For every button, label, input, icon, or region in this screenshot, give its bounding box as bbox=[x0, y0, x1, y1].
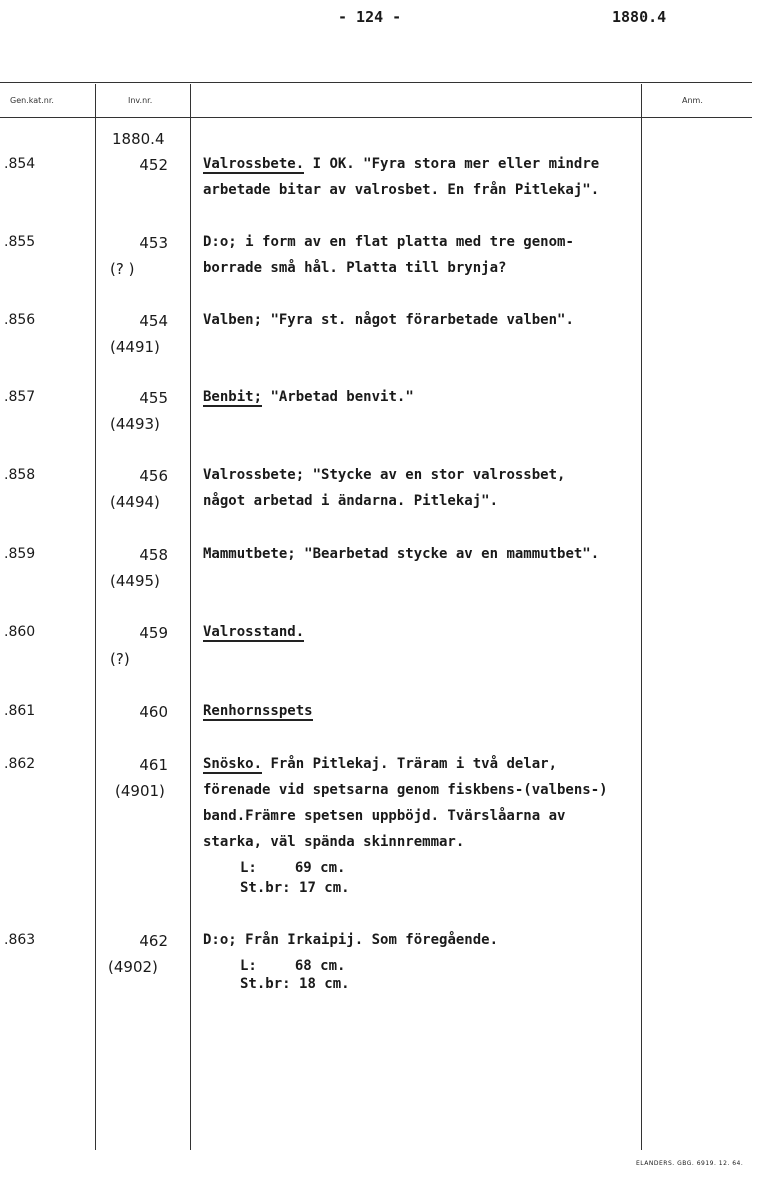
inv-number: 459 bbox=[139, 624, 168, 642]
header-bottom-rule bbox=[0, 117, 752, 118]
inv-number: 452 bbox=[139, 156, 168, 174]
entry-title: Valrossbete. bbox=[203, 156, 305, 172]
gen-number: .863 bbox=[4, 932, 36, 948]
entry-line bbox=[203, 624, 304, 640]
measurement-width bbox=[240, 880, 350, 896]
inv-sub-number: (4495) bbox=[110, 572, 160, 590]
entry-line bbox=[203, 756, 557, 772]
entry-line: något arbetad i ändarna. Pitlekaj". bbox=[203, 493, 499, 509]
entry-line bbox=[203, 932, 498, 948]
gen-number: .857 bbox=[4, 389, 36, 405]
entry-line bbox=[203, 234, 574, 250]
entry-line bbox=[203, 156, 599, 172]
measure-key: St.br: bbox=[240, 976, 291, 992]
gen-number: .861 bbox=[4, 703, 36, 719]
entry-line bbox=[203, 703, 313, 719]
inv-number: 456 bbox=[139, 467, 168, 485]
measure-key: L: bbox=[240, 958, 257, 974]
entry-text: "Fyra st. något förarbetade valben". bbox=[270, 312, 574, 328]
year-label: 1880.4 bbox=[112, 130, 165, 148]
inv-number: 455 bbox=[139, 389, 168, 407]
inv-sub-number: (4491) bbox=[110, 338, 160, 356]
entry-line: borrade små hål. Platta till brynja? bbox=[203, 260, 507, 276]
inv-number: 458 bbox=[139, 546, 168, 564]
entry-text: "Bearbetad stycke av en mammutbet". bbox=[304, 546, 600, 562]
measure-value: 69 cm. bbox=[294, 860, 346, 876]
entry-title: Renhornsspets bbox=[203, 703, 313, 719]
entry-line: band.Främre spetsen uppböjd. Tvärslåarna av bbox=[203, 808, 566, 824]
entry-line bbox=[203, 467, 565, 483]
measure-value: 18 cm. bbox=[299, 976, 350, 992]
entry-title: D:o; bbox=[203, 234, 237, 250]
printer-imprint: ELANDERS. GBG. 6919. 12. 64. bbox=[636, 1160, 744, 1167]
entry-line: förenade vid spetsarna genom fiskbens-(valbens-) bbox=[203, 782, 608, 798]
column-header-gen: Gen.kat.nr. bbox=[10, 96, 54, 105]
inv-sub-number: (4494) bbox=[110, 493, 160, 511]
entry-line: arbetade bitar av valrosbet. En från Pitlekaj". bbox=[203, 182, 600, 198]
measure-value: 68 cm. bbox=[294, 958, 346, 974]
gen-number: .856 bbox=[4, 312, 36, 328]
year-reference: 1880.4 bbox=[612, 8, 667, 26]
entry-title: Valrossbete; bbox=[203, 467, 305, 483]
inv-number: 460 bbox=[139, 703, 168, 721]
gen-number: .854 bbox=[4, 156, 36, 172]
entry-text: Från Pitlekaj. Träram i två delar, bbox=[270, 756, 558, 772]
gen-number: .862 bbox=[4, 756, 36, 772]
gen-number: .859 bbox=[4, 546, 36, 562]
entry-title: Benbit; bbox=[203, 389, 263, 405]
gen-number: .855 bbox=[4, 234, 36, 250]
entry-line bbox=[203, 312, 574, 328]
entry-text: "Stycke av en stor valrossbet, bbox=[312, 467, 566, 483]
inv-number: 461 bbox=[139, 756, 168, 774]
inv-sub-number: (4901) bbox=[115, 782, 165, 800]
inv-sub-number: (4902) bbox=[108, 958, 158, 976]
gen-number: .860 bbox=[4, 624, 36, 640]
measure-key: L: bbox=[240, 860, 257, 876]
table-top-rule bbox=[0, 82, 752, 83]
entry-title: D:o; bbox=[203, 932, 237, 948]
entry-line bbox=[203, 546, 599, 562]
entry-text: "Arbetad benvit." bbox=[270, 389, 414, 405]
entry-title: Valben; bbox=[203, 312, 263, 328]
measurement-length bbox=[240, 958, 345, 974]
measure-value: 17 cm. bbox=[299, 880, 350, 896]
gen-number: .858 bbox=[4, 467, 36, 483]
inv-number: 453 bbox=[139, 234, 168, 252]
column-divider-gen bbox=[95, 84, 96, 1150]
entry-line bbox=[203, 389, 414, 405]
column-divider-inv bbox=[190, 84, 191, 1150]
measure-key: St.br: bbox=[240, 880, 291, 896]
entry-title: Valrosstand. bbox=[203, 624, 305, 640]
measurement-length bbox=[240, 860, 345, 876]
entry-text: I OK. "Fyra stora mer eller mindre bbox=[312, 156, 600, 172]
entry-text: Från Irkaipij. Som föregående. bbox=[245, 932, 499, 948]
column-header-inv: Inv.nr. bbox=[128, 96, 153, 105]
entry-title: Snösko. bbox=[203, 756, 263, 772]
column-divider-anm bbox=[641, 84, 642, 1150]
inv-sub-number: (? ) bbox=[110, 260, 135, 278]
inv-sub-number: (4493) bbox=[110, 415, 160, 433]
inv-sub-number: (?) bbox=[110, 650, 130, 668]
entry-line: starka, väl spända skinnremmar. bbox=[203, 834, 465, 850]
inv-number: 454 bbox=[139, 312, 168, 330]
measurement-width bbox=[240, 976, 350, 992]
inv-number: 462 bbox=[139, 932, 168, 950]
entry-title: Mammutbete; bbox=[203, 546, 296, 562]
column-header-anm: Anm. bbox=[682, 96, 703, 105]
entry-text: i form av en flat platta med tre genom- bbox=[245, 234, 574, 250]
page-number: - 124 - bbox=[338, 8, 402, 26]
